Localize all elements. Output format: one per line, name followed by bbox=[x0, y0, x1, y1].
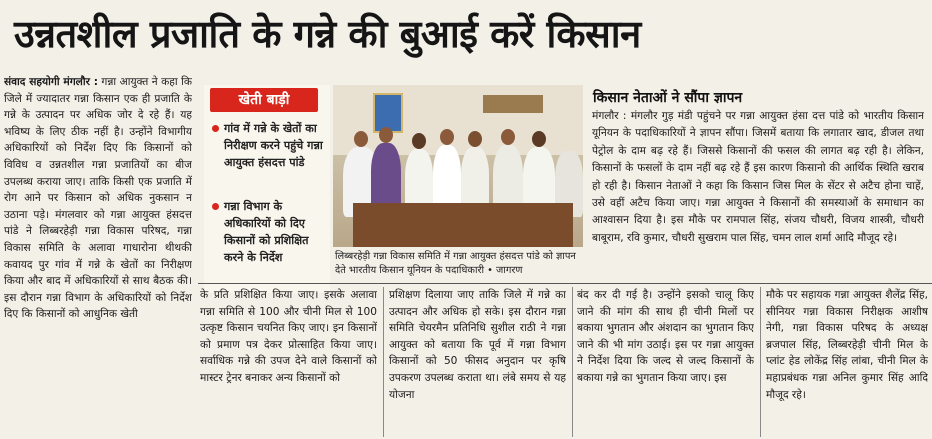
news-photo bbox=[333, 85, 583, 247]
kheti-badi-item: गांव में गन्ने के खेतों का निरीक्षण करने पहुंचे गन्ना आयुक्त हंसदत्त पांडे bbox=[212, 120, 328, 171]
headline: उन्नतशील प्रजाति के गन्ने की बुआई करें किसान bbox=[14, 12, 641, 56]
bottom-column: मौके पर सहायक गन्ना आयुक्त शैलेंद्र सिंह, सीनियर गन्ना विकास निरीक्षक आशीष नेगी, गन्ना विकास परिषद के अध्यक्ष ब्रजपाल सिंह, लिब्बरहेड़ी चीनी मिल के प्लांट हेड लोकेंद्र सिंह लांबा, चीनी मिल के महाप्रबंधक गन्ना अनिल कुमार सिंह आदि मौजूद रहे। bbox=[766, 289, 928, 401]
divider bbox=[572, 287, 573, 437]
divider bbox=[383, 287, 384, 437]
divider bbox=[198, 283, 932, 284]
divider bbox=[760, 287, 761, 437]
bottom-column: बंद कर दी गई है। उन्होंने इसको चालू किए जाने की मांग की साथ ही चीनी मिलों पर बकाया भुगतान और अंशदान का भुगतान किए जाने की भी मांग उठाई। इस पर गन्ना आयुक्त ने निर्देश दिया कि जल्द से जल्द किसानों के बकाया गन्ने का भुगतान किया जाए। इस bbox=[577, 289, 754, 384]
bottom-column: के प्रति प्रशिक्षित किया जाए। इसके अलावा गन्ना समिति से 100 और चीनी मिल से 100 उत्कृष्ट किसान चयनित किए जाए। इन किसानों को प्रमाण पत्र देकर प्रोत्साहित किया जाए। सर्वाधिक गन्ने की उपज देने वाले किसानों को मास्टर ट्रेनर बनाकर अन्य किसानों को bbox=[200, 289, 377, 384]
kheti-badi-item: गन्ना विभाग के अधिकारियों को दिए किसानों को प्रशिक्षित करने के निर्देश bbox=[212, 198, 328, 266]
photo-caption: लिब्बरहेड़ी गन्ना विकास समिति में गन्ना आयुक्त हंसदत्त पांडे को ज्ञापन देते भारतीय किसान यूनियन के पदाधिकारी • जागरण bbox=[335, 251, 576, 276]
kheti-badi-title: खेती बाड़ी bbox=[210, 88, 318, 112]
right-story-text: मंगलौर : मंगलौर गुड़ मंडी पहुंचने पर गन्ना आयुक्त हंसा दत्त पांडे को भारतीय किसान यूनियन के पदाधिकारियों ने ज्ञापन सौंपा। जिसमें बताया कि लगातार खाद, डीजल तथा पेट्रोल के दाम बढ़ रहे हैं। जिससे किसानों की फसल की लागत बढ़ रही है। लेकिन, किसानों के फसलों के दाम नहीं बढ़ रहे हैं इस कारण किसानो की आर्थिक स्थिति खराब हो रही है। किसान नेताओं ने कहा कि किसान जिस मिल के सेंटर से अटैच होना चाहें, उसे वहीं अटैच किया जाए। गन्ना आयुक्त ने किसानों की समस्याओं के समाधान का आश्वासन दिया है। इस मौके पर रामपाल सिंह, संजय चौधरी, विजय शास्त्री, चौधरी बाबूराम, रवि कुमार, चौधरी सुखराम पाल सिंह, चमन लाल शर्मा आदि मौजूद रहे। bbox=[592, 110, 924, 244]
left-column-article bbox=[4, 74, 192, 436]
bullet-icon bbox=[212, 125, 219, 132]
byline: संवाद सहयोगी मंगलौर : bbox=[4, 76, 98, 88]
left-column-text: गन्ना आयुक्त ने कहा कि जिले में ज्यादातर गन्ना किसान एक ही प्रजाति के गन्ने के उत्पादन पर अधिक जोर दे रहे हैं। यह भविष्य के लिए ठीक नहीं है। उन्होंने विभागीय अधिकारियों को निर्देश दिए कि किसानों को विविध व उन्नतशील गन्ना प्रजातियों का बीज उपलब्ध कराया जाए। ताकि किसी एक प्रजाति में रोग आने पर किसान को अधिक नुकसान न उठाना पड़े। मंगलवार को गन्ना आयुक्त हंसदत्त पांडे ने लिब्बरहेड़ी गन्ना विकास परिषद, गन्ना विकास समिति के अलावा गाधारोना थीथकी कवायद पुर गांव में गन्ने के खेतों का निरीक्षण किया और बाद में अधिकारियों से साथ बैठक की। इस दौरान गन्ना विभाग के अधिकारियों को निर्देश दिए कि किसानों को आधुनिक खेती bbox=[4, 76, 192, 321]
right-story-title: किसान नेताओं ने सौंपा ज्ञापन bbox=[593, 90, 743, 106]
bottom-column: प्रशिक्षण दिलाया जाए ताकि जिले में गन्ने का उत्पादन और अधिक हो सके। इस दौरान गन्ना समिति चेयरमैन प्रतिनिधि सुशील राठी ने गन्ना आयुक्त को बताया कि पूर्व में गन्ना विभाग किसानों को 50 फीसद अनुदान पर कृषि उपकरण उपलब्ध कराता था। लंबे समय से यह योजना bbox=[389, 289, 566, 401]
bullet-icon bbox=[212, 203, 219, 210]
